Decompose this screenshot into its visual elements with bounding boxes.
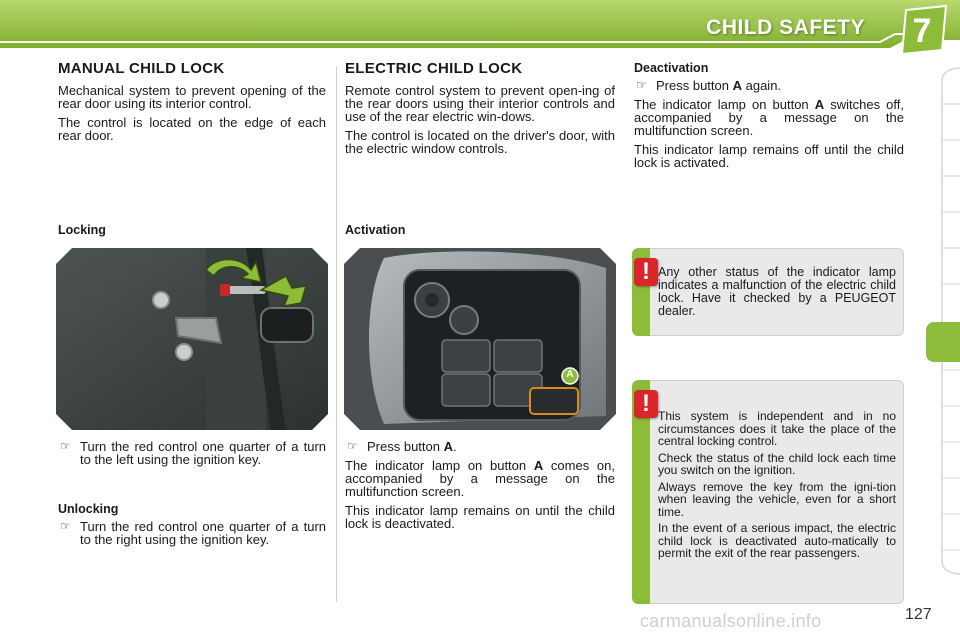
- button-a-callout-label: A: [566, 369, 574, 380]
- bullet-icon: ☞: [60, 519, 71, 533]
- column-divider: [336, 66, 337, 602]
- deactivation-step-suffix: again.: [742, 78, 782, 93]
- unlocking-section: [58, 503, 326, 552]
- chapter-tab-active[interactable]: [926, 322, 960, 362]
- button-a-ref: A: [533, 458, 544, 473]
- locking-heading-wrap: [58, 224, 326, 241]
- bullet-icon: ☞: [347, 439, 358, 453]
- warning-1-text: Any other status of the indicator lamp indicates a malfunction of the electric child lock. Have it checked by a PEUGEOT dealer.: [658, 265, 896, 318]
- warning-box-safety: [632, 380, 904, 604]
- deactivation-p2: This indicator lamp remains off until the child lock is activated.: [634, 142, 904, 170]
- activation-p2: This indicator lamp remains on until the child lock is deactivated.: [345, 503, 615, 531]
- chapter-number: 7: [912, 12, 932, 50]
- manual-intro-2: The control is located on the edge of each rear door.: [58, 115, 326, 143]
- watermark: carmanualsonline.info: [640, 611, 822, 631]
- deactivation-p1-suffix: switches off, accompanied by a message on the multifunction screen.: [634, 97, 904, 138]
- electric-intro-2: The control is located on the driver's door, with the electric window controls.: [345, 128, 615, 156]
- unlocking-heading: Unlocking: [58, 502, 119, 516]
- chapter-title: CHILD SAFETY: [706, 16, 865, 39]
- warning-icon: !: [634, 390, 658, 418]
- activation-heading: Activation: [345, 223, 406, 237]
- electric-intro-1: Remote control system to prevent open-ing of the rear doors using their interior controls and use of the rear electric win-dows.: [345, 83, 615, 124]
- warning-2-p4: In the event of a serious impact, the electric child lock is deactivated auto-matically to permit the exit of the rear passengers.: [658, 521, 896, 560]
- chapter-tab-outline: [920, 66, 960, 576]
- button-a-ref: A: [732, 78, 742, 93]
- deactivation-step-prefix: Press button: [656, 78, 733, 93]
- activation-step-prefix: Press button: [367, 439, 444, 454]
- activation-content: [345, 440, 615, 536]
- deactivation-section: [634, 62, 904, 175]
- deactivation-p1-prefix: The indicator lamp on button: [634, 97, 815, 112]
- door-lock-photo: [56, 248, 328, 430]
- window-controls-photo: [344, 248, 616, 430]
- manual-intro-1: Mechanical system to prevent opening of the rear door using its interior control.: [58, 83, 326, 111]
- locking-heading: Locking: [58, 223, 106, 237]
- deactivation-heading: Deactivation: [634, 61, 709, 75]
- unlocking-step-text: Turn the red control one quarter of a turn to the right using the ignition key.: [80, 519, 326, 547]
- manual-heading: MANUAL CHILD LOCK: [58, 60, 225, 77]
- bullet-icon: ☞: [60, 439, 71, 453]
- locking-step: [58, 440, 326, 472]
- activation-p1-prefix: The indicator lamp on button: [345, 458, 534, 473]
- bullet-icon: ☞: [636, 78, 647, 92]
- electric-heading: ELECTRIC CHILD LOCK: [345, 60, 523, 77]
- activation-heading-wrap: [345, 224, 615, 241]
- warning-2-p3: Always remove the key from the igni-tion when leaving the vehicle, even for a short time.: [658, 479, 896, 519]
- chapter-tabs: [920, 66, 960, 576]
- button-a-ref: A: [814, 97, 825, 112]
- warning-2-p1: This system is independent and in no circumstances does it take the place of the central locking control.: [658, 409, 896, 448]
- locking-step-text: Turn the red control one quarter of a turn to the left using the ignition key.: [80, 439, 326, 467]
- electric-child-lock-section: [345, 62, 615, 161]
- button-a-ref: A: [443, 439, 453, 454]
- warning-2-text: [658, 410, 896, 564]
- warning-box-malfunction: [632, 248, 904, 336]
- page-number: 127: [905, 606, 932, 623]
- manual-child-lock-section: [58, 62, 326, 148]
- activation-p1-suffix: comes on, accompanied by a message on the multifunction screen.: [345, 458, 615, 499]
- activation-step-suffix: .: [453, 439, 457, 454]
- warning-2-p2: Check the status of the child lock each time you switch on the ignition.: [658, 450, 896, 477]
- warning-icon: !: [634, 258, 658, 286]
